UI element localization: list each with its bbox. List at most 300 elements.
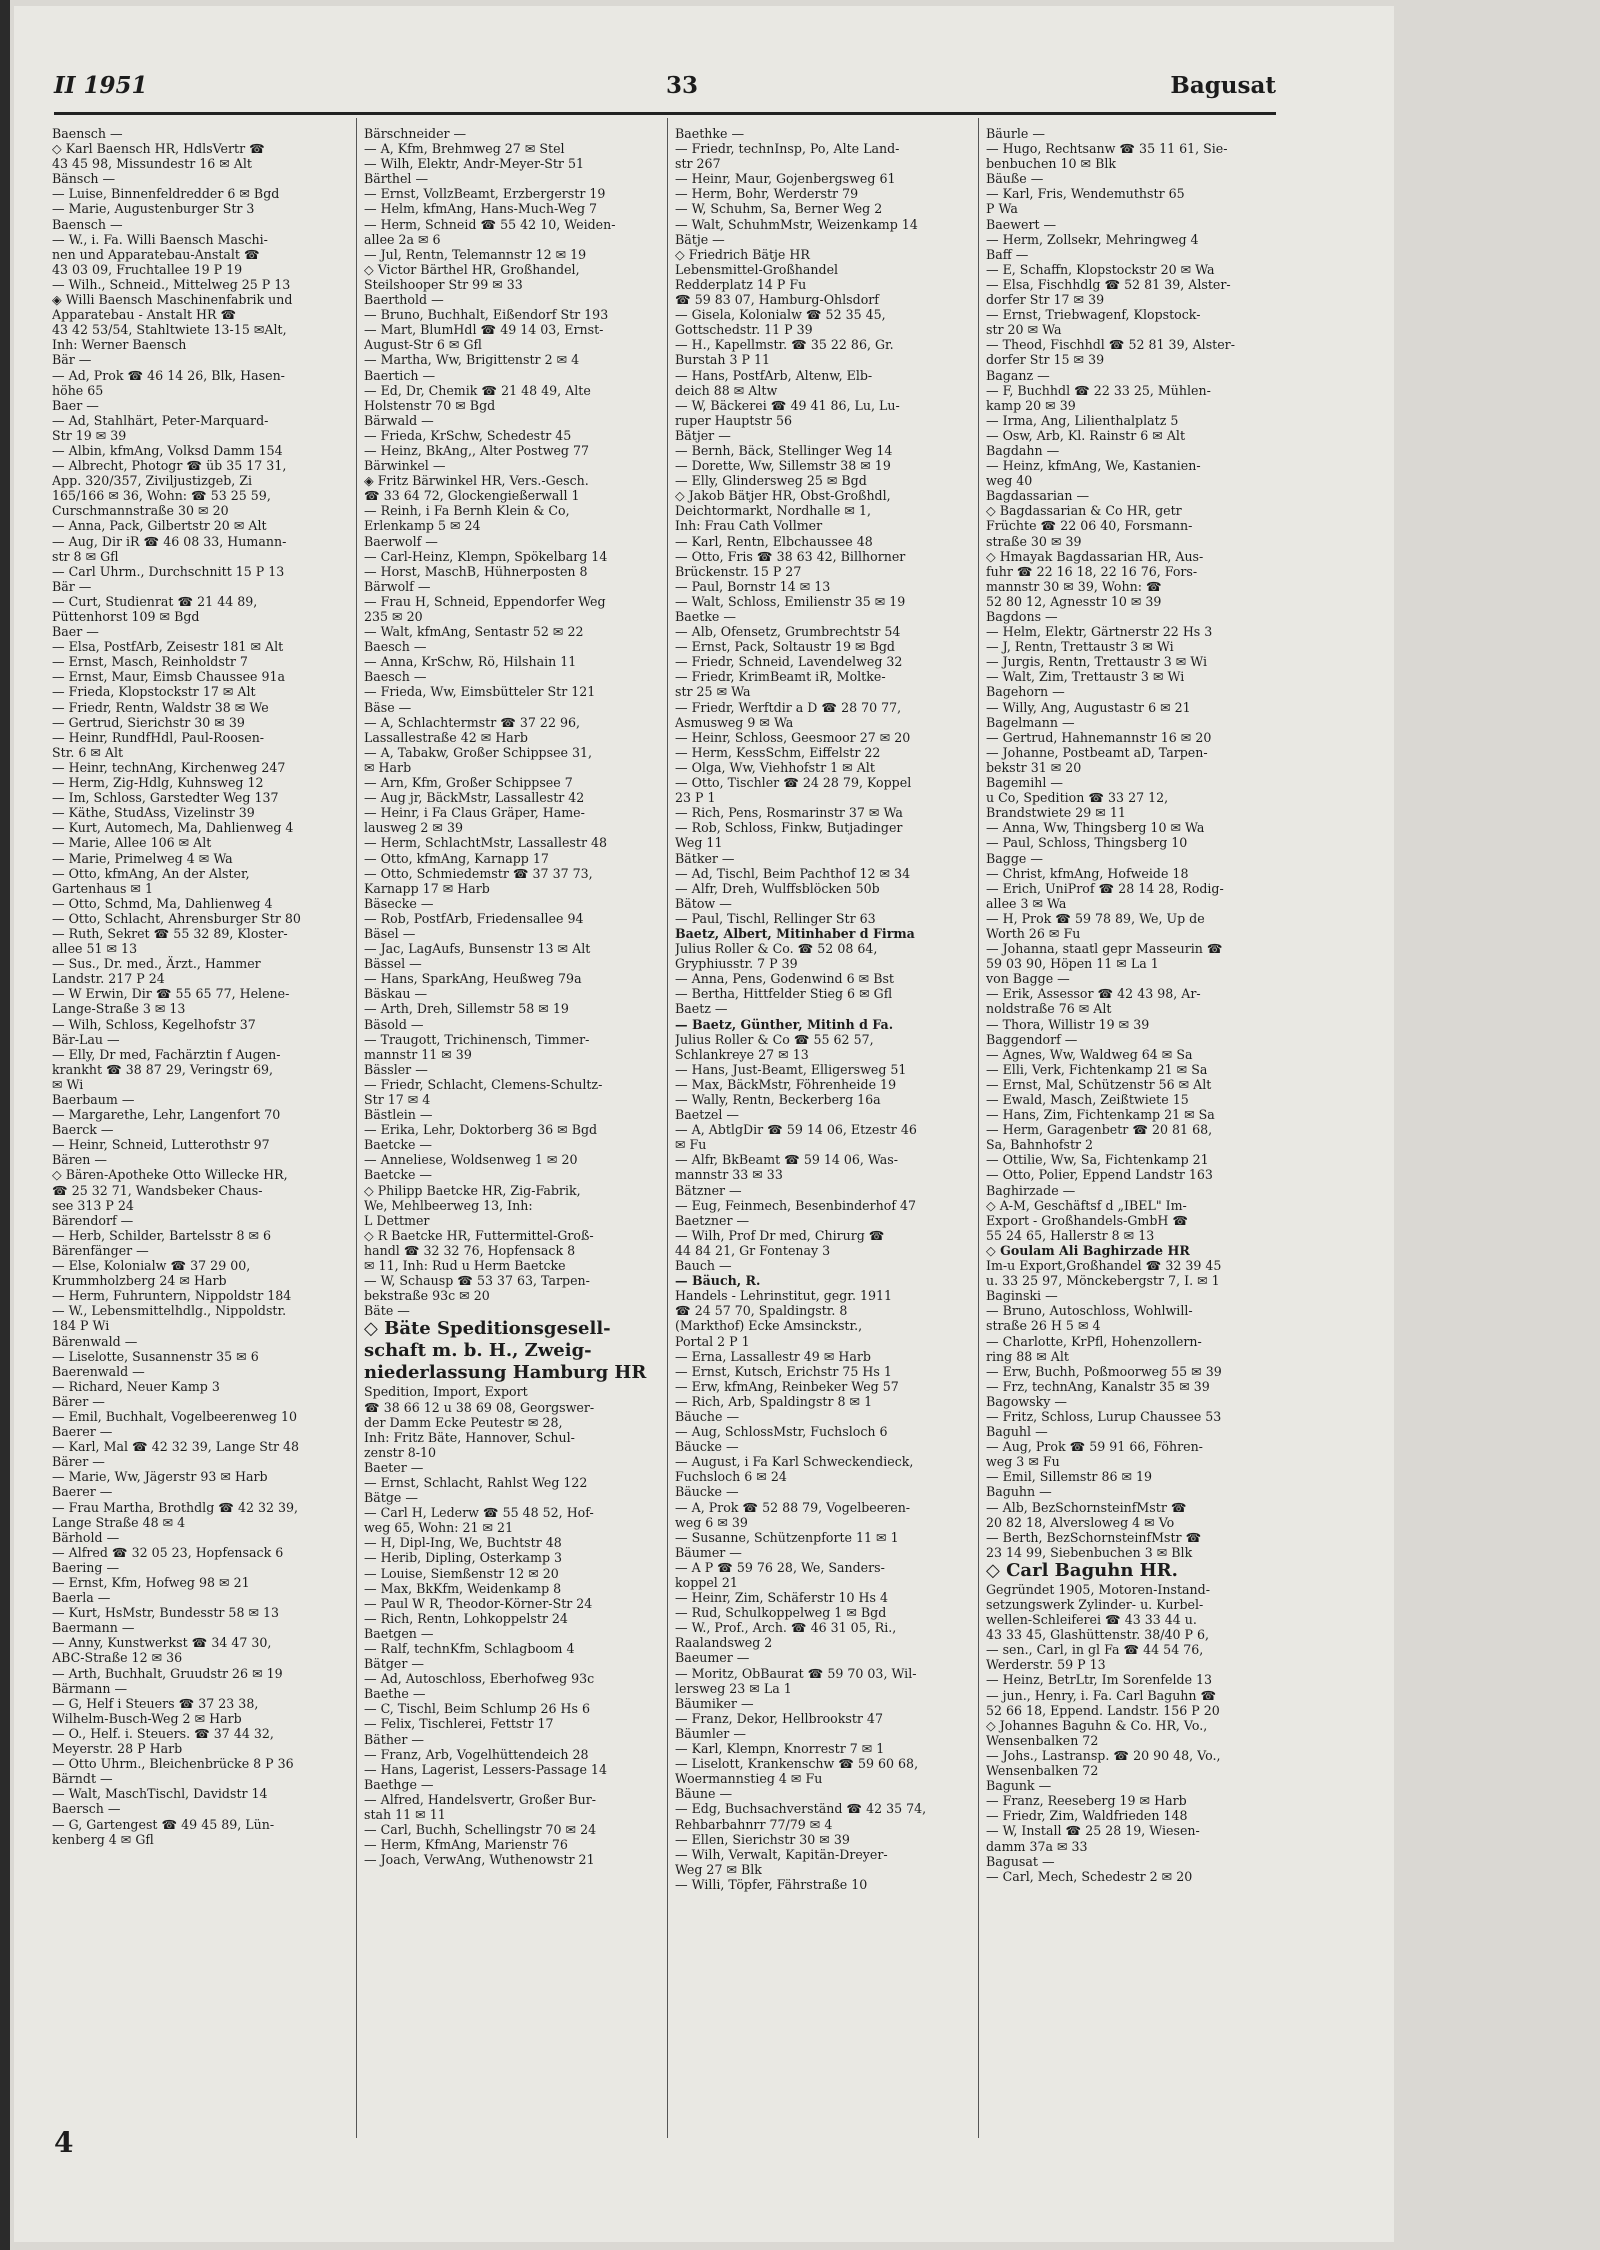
directory-line: Bäumer — xyxy=(675,1544,742,1560)
directory-line: — Frieda, Ww, Eimsbütteler Str 121 xyxy=(364,684,596,700)
directory-line: — Otto Uhrm., Bleichenbrücke 8 P 36 xyxy=(52,1756,294,1772)
directory-line: — E, Schaffn, Klopstockstr 20 ✉ Wa xyxy=(986,261,1215,277)
directory-line: str 267 xyxy=(675,156,721,172)
directory-line: We, Mehlbeerweg 13, Inh: xyxy=(364,1197,533,1213)
directory-line: Gartenhaus ✉ 1 xyxy=(52,880,153,896)
directory-line: Bagdassarian — xyxy=(986,488,1090,504)
directory-line: Baetcke — xyxy=(364,1137,433,1153)
directory-line: Bäsold — xyxy=(364,1016,424,1032)
directory-line: Burstah 3 P 11 xyxy=(675,352,771,368)
directory-line: 165/166 ✉ 36, Wohn: ☎ 53 25 59, xyxy=(52,488,271,504)
directory-line: — W., Prof., Arch. ☎ 46 31 05, Ri., xyxy=(675,1620,897,1636)
directory-line: ✉ 11, Inh: Rud u Herm Baetcke xyxy=(364,1258,566,1274)
directory-line: — Rob, PostfArb, Friedensallee 94 xyxy=(364,910,584,926)
directory-line: damm 37a ✉ 33 xyxy=(986,1838,1088,1854)
directory-line: Baerenwald — xyxy=(52,1363,145,1379)
directory-line: — Thora, Willistr 19 ✉ 39 xyxy=(986,1016,1150,1032)
directory-line: — Bernh, Bäck, Stellinger Weg 14 xyxy=(675,442,893,458)
directory-line: Baersch — xyxy=(52,1801,121,1817)
directory-line: Baensch — xyxy=(52,216,123,232)
directory-line: — Arth, Dreh, Sillemstr 58 ✉ 19 xyxy=(364,1001,569,1017)
directory-line: — sen., Carl, in gl Fa ☎ 44 54 76, xyxy=(986,1642,1204,1658)
directory-column-1 xyxy=(52,126,352,2136)
directory-line: noldstraße 76 ✉ Alt xyxy=(986,1001,1112,1017)
directory-line: — J, Rentn, Trettaustr 3 ✉ Wi xyxy=(986,639,1174,655)
directory-line: — Wally, Rentn, Beckerberg 16a xyxy=(675,1092,881,1107)
directory-line: — Joach, VerwAng, Wuthenowstr 21 xyxy=(364,1852,595,1868)
directory-line: — Moritz, ObBaurat ☎ 59 70 03, Wil- xyxy=(675,1665,917,1681)
running-head: Bagusat xyxy=(1170,72,1276,99)
directory-line: Bärwinkel — xyxy=(364,458,446,474)
directory-line: — Walt, SchuhmMstr, Weizenkamp 14 xyxy=(675,216,918,232)
directory-line: Handels - Lehrinstitut, gegr. 1911 xyxy=(675,1288,893,1304)
directory-line: Inh: Fritz Bäte, Hannover, Schul- xyxy=(364,1429,575,1445)
directory-line: ◈ Willi Baensch Maschinenfabrik und xyxy=(52,292,293,308)
directory-line: — Helm, Elektr, Gärtnerstr 22 Hs 3 xyxy=(986,624,1213,640)
directory-line: — Ad, Tischl, Beim Pachthof 12 ✉ 34 xyxy=(675,865,911,881)
directory-line: Lassallestraße 42 ✉ Harb xyxy=(364,729,528,745)
directory-line: — Im, Schloss, Garstedter Weg 137 xyxy=(52,790,279,806)
directory-line: Baerthold — xyxy=(364,292,444,308)
directory-line: — Käthe, StudAss, Vizelinstr 39 xyxy=(52,805,255,821)
page-number: 33 xyxy=(666,72,699,99)
directory-line: — Friedr, Schneid, Lavendelweg 32 xyxy=(675,654,903,670)
directory-line: — Liselotte, Susannenstr 35 ✉ 6 xyxy=(52,1348,259,1364)
directory-line: — Herm, Bohr, Werderstr 79 xyxy=(675,186,859,202)
directory-line: Baertich — xyxy=(364,367,436,383)
directory-line: — H., Kapellmstr. ☎ 35 22 86, Gr. xyxy=(675,337,894,353)
directory-line: 43 45 98, Missundestr 16 ✉ Alt xyxy=(52,156,252,172)
directory-line: str 20 ✉ Wa xyxy=(986,322,1062,338)
directory-line: — Marie, Ww, Jägerstr 93 ✉ Harb xyxy=(52,1469,268,1485)
directory-line: — Herm, SchlachtMstr, Lassallestr 48 xyxy=(364,835,608,851)
directory-line: mannstr 33 ✉ 33 xyxy=(675,1167,783,1183)
directory-line: Baer — xyxy=(52,624,99,640)
directory-line: Bagehorn — xyxy=(986,684,1065,700)
directory-line: — Herm, Schneid ☎ 55 42 10, Weiden- xyxy=(364,216,616,232)
directory-line: — Alb, BezSchornsteinfMstr ☎ xyxy=(986,1499,1187,1515)
directory-line: Brückenstr. 15 P 27 xyxy=(675,563,802,579)
directory-line: Bagge — xyxy=(986,850,1043,866)
directory-line: — Otto, Schlacht, Ahrensburger Str 80 xyxy=(52,910,301,926)
directory-line: Str 19 ✉ 39 xyxy=(52,427,127,443)
directory-line: Bäurle — xyxy=(986,126,1045,141)
directory-line: — Heinz, kfmAng, We, Kastanien- xyxy=(986,458,1201,474)
directory-line: lersweg 23 ✉ La 1 xyxy=(675,1680,792,1696)
directory-line: — Anneliese, Woldsenweg 1 ✉ 20 xyxy=(364,1152,578,1168)
directory-line: setzungswerk Zylinder- u. Kurbel- xyxy=(986,1597,1204,1612)
directory-line: — G, Gartengest ☎ 49 45 89, Lün- xyxy=(52,1816,275,1832)
column-rule xyxy=(356,118,357,2138)
directory-line: — Friedr, Rentn, Waldstr 38 ✉ We xyxy=(52,699,269,715)
directory-line: — Arth, Buchhalt, Gruudstr 26 ✉ 19 xyxy=(52,1665,283,1681)
directory-line: — Ralf, technKfm, Schlagboom 4 xyxy=(364,1641,575,1656)
directory-line: Baff — xyxy=(986,246,1029,262)
directory-line: — Wilh, Prof Dr med, Chirurg ☎ xyxy=(675,1227,885,1243)
directory-line: ◇ Bäte Speditionsgesell- xyxy=(364,1318,611,1340)
directory-line: — Else, Kolonialw ☎ 37 29 00, xyxy=(52,1258,251,1274)
directory-line: kamp 20 ✉ 39 xyxy=(986,397,1076,413)
directory-line: — Kurt, Automech, Ma, Dahlienweg 4 xyxy=(52,820,294,836)
directory-line: — Anna, Ww, Thingsberg 10 ✉ Wa xyxy=(986,820,1205,836)
directory-line: — Felix, Tischlerei, Fettstr 17 xyxy=(364,1716,554,1732)
directory-line: Bärer — xyxy=(52,1454,105,1470)
directory-line: — W., Lebensmittelhdlg., Nippoldstr. xyxy=(52,1303,287,1319)
directory-line: see 313 P 24 xyxy=(52,1197,134,1213)
directory-line: — Otto, Fris ☎ 38 63 42, Billhorner xyxy=(675,548,906,564)
directory-line: — Bruno, Buchhalt, Eißendorf Str 193 xyxy=(364,307,609,323)
directory-line: — Jurgis, Rentn, Trettaustr 3 ✉ Wi xyxy=(986,654,1208,670)
directory-line: — Heinr, RundfHdl, Paul-Roosen- xyxy=(52,729,265,745)
directory-line: Bärhold — xyxy=(52,1529,120,1545)
directory-line: — Ernst, Pack, Soltaustr 19 ✉ Bgd xyxy=(675,639,895,655)
directory-line: 52 80 12, Agnesstr 10 ✉ 39 xyxy=(986,593,1162,609)
directory-line: 184 P Wi xyxy=(52,1318,110,1334)
directory-line: ◇ Philipp Baetcke HR, Zig-Fabrik, xyxy=(364,1182,581,1198)
directory-line: — Ellen, Sierichstr 30 ✉ 39 xyxy=(675,1831,850,1847)
directory-line: Baerer — xyxy=(52,1484,113,1500)
directory-line: wellen-Schleiferei ☎ 43 33 44 u. xyxy=(986,1612,1197,1628)
directory-line: ◇ Victor Bärthel HR, Großhandel, xyxy=(364,261,580,277)
directory-line: — Karl, Fris, Wendemuthstr 65 xyxy=(986,186,1185,202)
directory-line: 23 P 1 xyxy=(675,790,716,806)
directory-line: — Erik, Assessor ☎ 42 43 98, Ar- xyxy=(986,986,1201,1002)
directory-column-3 xyxy=(675,126,975,2136)
directory-line: Baerwolf — xyxy=(364,533,438,549)
directory-line: handl ☎ 32 32 76, Hopfensack 8 xyxy=(364,1242,576,1258)
directory-line: — W Erwin, Dir ☎ 55 65 77, Helene- xyxy=(52,986,290,1002)
directory-line: — Elli, Verk, Fichtenkamp 21 ✉ Sa xyxy=(986,1061,1208,1077)
directory-line: — Franz, Dekor, Hellbrookstr 47 xyxy=(675,1710,883,1726)
directory-line: kenberg 4 ✉ Gfl xyxy=(52,1831,154,1847)
directory-line: Bagusat — xyxy=(986,1853,1055,1869)
directory-line: ☎ 59 83 07, Hamburg-Ohlsdorf xyxy=(675,292,879,308)
directory-line: — Johanna, staatl gepr Masseurin ☎ xyxy=(986,941,1223,957)
directory-line: — Alfred, Handelsvertr, Großer Bur- xyxy=(364,1791,597,1807)
directory-line: str 8 ✉ Gfl xyxy=(52,548,119,564)
directory-line: Baguhn — xyxy=(986,1484,1052,1500)
directory-line: Bästlein — xyxy=(364,1107,433,1123)
directory-line: — Otto, kfmAng, An der Alster, xyxy=(52,865,250,881)
directory-line: Bagdons — xyxy=(986,609,1058,624)
directory-line: Weg 11 xyxy=(675,835,723,851)
directory-line: Bär — xyxy=(52,578,92,594)
directory-line: allee 51 ✉ 13 xyxy=(52,941,138,957)
directory-line: — Ad, Stahlhärt, Peter-Marquard- xyxy=(52,412,269,428)
directory-line: — Margarethe, Lehr, Langenfort 70 xyxy=(52,1107,281,1123)
directory-line: Bärwolf — xyxy=(364,578,431,594)
directory-line: Werderstr. 59 P 13 xyxy=(986,1657,1106,1673)
directory-line: Baginski — xyxy=(986,1288,1058,1304)
directory-line: Portal 2 P 1 xyxy=(675,1333,750,1349)
directory-line: 23 14 99, Siebenbuchen 3 ✉ Blk xyxy=(986,1544,1193,1560)
directory-line: Krummholzberg 24 ✉ Harb xyxy=(52,1273,227,1289)
directory-line: — Baetz, Günther, Mitinh d Fa. xyxy=(675,1016,894,1032)
directory-line: Bärwald — xyxy=(364,412,434,428)
directory-line: u. 33 25 97, Mönckebergstr 7, I. ✉ 1 xyxy=(986,1273,1220,1289)
directory-line: Bäsecke — xyxy=(364,895,434,911)
directory-line: — Bruno, Autoschloss, Wohlwill- xyxy=(986,1303,1193,1319)
directory-line: Bäumiker — xyxy=(675,1695,754,1711)
directory-line: straße 30 ✉ 39 xyxy=(986,533,1082,549)
directory-line: — Ernst, Kfm, Hofweg 98 ✉ 21 xyxy=(52,1575,250,1590)
directory-line: — August, i Fa Karl Schweckendieck, xyxy=(675,1454,914,1470)
directory-line: Bätker — xyxy=(675,850,735,866)
directory-line: Apparatebau - Anstalt HR ☎ xyxy=(52,307,237,323)
directory-line: Gegründet 1905, Motoren-Instand- xyxy=(986,1581,1210,1597)
directory-line: — Marie, Allee 106 ✉ Alt xyxy=(52,835,212,851)
directory-line: Baerer — xyxy=(52,1424,113,1440)
directory-line: 52 66 18, Eppend. Landstr. 156 P 20 xyxy=(986,1702,1220,1718)
directory-line: — Karl, Klempn, Knorrestr 7 ✉ 1 xyxy=(675,1741,885,1757)
directory-line: — Jul, Rentn, Telemannstr 12 ✉ 19 xyxy=(364,246,587,262)
directory-line: — Otto, kfmAng, Karnapp 17 xyxy=(364,850,549,866)
directory-line: mannstr 11 ✉ 39 xyxy=(364,1046,472,1062)
directory-line: Bäucke — xyxy=(675,1484,739,1500)
directory-line: Bänsch — xyxy=(52,171,116,187)
directory-line: koppel 21 xyxy=(675,1575,738,1590)
directory-line: — Traugott, Trichinensch, Timmer- xyxy=(364,1031,590,1047)
directory-line: — Erich, UniProf ☎ 28 14 28, Rodig- xyxy=(986,880,1224,896)
directory-line: App. 320/357, Ziviljustizgeb, Zi xyxy=(52,473,253,489)
directory-line: ◈ Fritz Bärwinkel HR, Vers.-Gesch. xyxy=(364,473,589,489)
directory-line: bekstr 31 ✉ 20 xyxy=(986,759,1082,775)
directory-line: benbuchen 10 ✉ Blk xyxy=(986,156,1117,172)
directory-line: ◇ A-M, Geschäftsf d „IBEL" Im- xyxy=(986,1197,1187,1213)
directory-line: Str. 6 ✉ Alt xyxy=(52,744,124,760)
directory-line: Rehbarbahnrr 77/79 ✉ 4 xyxy=(675,1816,833,1832)
directory-line: — Hans, SparkAng, Heußweg 79a xyxy=(364,971,582,987)
directory-line: — A, AbtlgDir ☎ 59 14 06, Etzestr 46 xyxy=(675,1122,917,1138)
directory-line: Raalandsweg 2 xyxy=(675,1635,773,1651)
directory-line: — Irma, Ang, Lilienthalplatz 5 xyxy=(986,412,1179,428)
directory-line: — Emil, Buchhalt, Vogelbeerenweg 10 xyxy=(52,1408,297,1424)
directory-line: — Wilh, Verwalt, Kapitän-Dreyer- xyxy=(675,1846,888,1862)
directory-line: dorfer Str 15 ✉ 39 xyxy=(986,352,1105,368)
directory-line: Baerla — xyxy=(52,1590,111,1606)
directory-line: — Gertrud, Sierichstr 30 ✉ 39 xyxy=(52,714,245,730)
directory-line: Bäskau — xyxy=(364,986,428,1002)
directory-line: — W., i. Fa. Willi Baensch Maschi- xyxy=(52,231,268,247)
directory-line: Lange-Straße 3 ✉ 13 xyxy=(52,1001,186,1017)
directory-line: — Marie, Augustenburger Str 3 xyxy=(52,201,255,217)
directory-line: weg 3 ✉ Fu xyxy=(986,1454,1060,1470)
directory-line: Gryphiusstr. 7 P 39 xyxy=(675,956,798,972)
directory-line: — Frieda, KrSchw, Schedestr 45 xyxy=(364,427,572,443)
directory-line: — Susanne, Schützenpforte 11 ✉ 1 xyxy=(675,1529,899,1545)
directory-line: Baetcke — xyxy=(364,1167,433,1183)
directory-line: Bärenwald — xyxy=(52,1333,138,1349)
directory-line: — Paul W R, Theodor-Körner-Str 24 xyxy=(364,1595,593,1611)
directory-line: Bäuche — xyxy=(675,1408,740,1424)
directory-line: weg 65, Wohn: 21 ✉ 21 xyxy=(364,1520,514,1536)
directory-line: Bagowsky — xyxy=(986,1393,1067,1409)
directory-line: — Alfr, Dreh, Wulffsblöcken 50b xyxy=(675,880,880,896)
directory-line: Bäsel — xyxy=(364,925,416,941)
directory-line: Curschmannstraße 30 ✉ 20 xyxy=(52,503,229,519)
page-header xyxy=(54,68,1276,115)
directory-line: Redderplatz 14 P Fu xyxy=(675,276,807,292)
directory-line: — Herib, Dipling, Osterkamp 3 xyxy=(364,1550,563,1566)
directory-line: — Carl Uhrm., Durchschnitt 15 P 13 xyxy=(52,563,285,579)
directory-line: — Anna, KrSchw, Rö, Hilshain 11 xyxy=(364,654,577,670)
directory-line: niederlassung Hamburg HR xyxy=(364,1362,647,1384)
directory-line: — Anna, Pack, Gilbertstr 20 ✉ Alt xyxy=(52,518,267,534)
directory-line: — Alfr, BkBeamt ☎ 59 14 06, Was- xyxy=(675,1152,898,1168)
directory-line: — H, Prok ☎ 59 78 89, We, Up de xyxy=(986,910,1205,926)
directory-line: — Max, BäckMstr, Föhrenheide 19 xyxy=(675,1076,897,1092)
directory-line: str 25 ✉ Wa xyxy=(675,684,751,700)
directory-line: August-Str 6 ✉ Gfl xyxy=(364,337,482,353)
directory-line: — Karl, Mal ☎ 42 32 39, Lange Str 48 xyxy=(52,1439,300,1455)
directory-line: — Curt, Studienrat ☎ 21 44 89, xyxy=(52,593,258,609)
directory-line: — Ernst, Mal, Schützenstr 56 ✉ Alt xyxy=(986,1076,1212,1092)
directory-line: ◇ Jakob Bätjer HR, Obst-Großhdl, xyxy=(675,488,891,504)
directory-line: — Ottilie, Ww, Sa, Fichtenkamp 21 xyxy=(986,1152,1209,1168)
directory-line: — Ewald, Masch, Zeißtwiete 15 xyxy=(986,1092,1189,1107)
directory-line: — Frau Martha, Brothdlg ☎ 42 32 39, xyxy=(52,1499,299,1515)
directory-column-2 xyxy=(364,126,664,2136)
directory-line: — Theod, Fischhdl ☎ 52 81 39, Alster- xyxy=(986,337,1235,353)
directory-line: Bagunk — xyxy=(986,1778,1052,1794)
directory-line: — Dorette, Ww, Sillemstr 38 ✉ 19 xyxy=(675,458,891,474)
directory-line: zenstr 8-10 xyxy=(364,1444,437,1460)
directory-line: Baganz — xyxy=(986,367,1050,383)
directory-line: — Herm, Zollsekr, Mehringweg 4 xyxy=(986,231,1199,247)
book-spine xyxy=(0,0,10,2250)
directory-line: Bagdahn — xyxy=(986,442,1060,458)
directory-line: Püttenhorst 109 ✉ Bgd xyxy=(52,609,200,624)
directory-line: Bätow — xyxy=(675,895,732,911)
directory-line: Bärer — xyxy=(52,1393,105,1409)
directory-line: Lange Straße 48 ✉ 4 xyxy=(52,1514,186,1530)
directory-line: Sa, Bahnhofstr 2 xyxy=(986,1137,1094,1153)
directory-line: Bässel — xyxy=(364,956,422,972)
directory-line: Bässler — xyxy=(364,1061,428,1077)
directory-line: — Emil, Sillemstr 86 ✉ 19 xyxy=(986,1469,1153,1485)
column-rule xyxy=(978,118,979,2138)
directory-line: — Agnes, Ww, Waldweg 64 ✉ Sa xyxy=(986,1046,1193,1062)
directory-line: Inh: Werner Baensch xyxy=(52,337,187,353)
directory-line: — Herm, KfmAng, Marienstr 76 xyxy=(364,1837,568,1853)
directory-line: — Carl-Heinz, Klempn, Spökelbarg 14 xyxy=(364,548,608,564)
directory-line: — Anny, Kunstwerkst ☎ 34 47 30, xyxy=(52,1635,272,1651)
directory-line: — Heinz, BetrLtr, Im Sorenfelde 13 xyxy=(986,1672,1213,1688)
directory-line: — Hugo, Rechtsanw ☎ 35 11 61, Sie- xyxy=(986,141,1228,157)
directory-line: krankht ☎ 38 87 29, Veringstr 69, xyxy=(52,1061,274,1077)
directory-line: — Walt, kfmAng, Sentastr 52 ✉ 22 xyxy=(364,624,584,640)
directory-line: — Ed, Dr, Chemik ☎ 21 48 49, Alte xyxy=(364,382,591,398)
directory-line: ◇ Goulam Ali Baghirzade HR xyxy=(986,1242,1190,1258)
directory-line: Baethge — xyxy=(364,1776,434,1792)
directory-line: — Max, BkKfm, Weidenkamp 8 xyxy=(364,1580,562,1596)
directory-line: Bären — xyxy=(52,1152,107,1168)
directory-line: — Heinz, BkAng,, Alter Postweg 77 xyxy=(364,442,590,458)
directory-line: Asmusweg 9 ✉ Wa xyxy=(675,714,794,730)
directory-line: — Elsa, Fischhdlg ☎ 52 81 39, Alster- xyxy=(986,276,1231,292)
directory-line: weg 6 ✉ 39 xyxy=(675,1514,748,1530)
directory-line: — Rud, Schulkoppelweg 1 ✉ Bgd xyxy=(675,1605,887,1621)
directory-line: Bärendorf — xyxy=(52,1212,134,1228)
directory-line: — Otto, Polier, Eppend Landstr 163 xyxy=(986,1167,1213,1183)
directory-line: — Aug, Prok ☎ 59 91 66, Föhren- xyxy=(986,1439,1203,1455)
directory-line: — Herm, KessSchm, Eiffelstr 22 xyxy=(675,744,881,760)
directory-line: — Heinr, technAng, Kirchenweg 247 xyxy=(52,759,286,775)
directory-line: — Rich, Arb, Spaldingstr 8 ✉ 1 xyxy=(675,1393,873,1409)
directory-line: 59 03 90, Höpen 11 ✉ La 1 xyxy=(986,956,1159,972)
directory-line: — A, Kfm, Brehmweg 27 ✉ Stel xyxy=(364,141,565,157)
directory-line: Baetgen — xyxy=(364,1625,434,1641)
directory-line: fuhr ☎ 22 16 18, 22 16 76, Fors- xyxy=(986,563,1198,579)
directory-line: Bärenfänger — xyxy=(52,1242,149,1258)
directory-line: mannstr 30 ✉ 39, Wohn: ☎ xyxy=(986,578,1162,594)
directory-line: ruper Hauptstr 56 xyxy=(675,412,792,428)
directory-line: — F, Buchhdl ☎ 22 33 25, Mühlen- xyxy=(986,382,1211,398)
directory-line: Baesch — xyxy=(364,669,427,685)
directory-line: stah 11 ✉ 11 xyxy=(364,1807,446,1823)
directory-line: — Berth, BezSchornsteinfMstr ☎ xyxy=(986,1529,1202,1545)
directory-line: — A, Prok ☎ 52 88 79, Vogelbeeren- xyxy=(675,1499,911,1515)
directory-line: — Ernst, Masch, Reinholdstr 7 xyxy=(52,654,248,670)
directory-line: — Friedr, Schlacht, Clemens-Schultz- xyxy=(364,1076,603,1092)
directory-line: — Hans, Just-Beamt, Elligersweg 51 xyxy=(675,1061,907,1077)
directory-line: allee 3 ✉ Wa xyxy=(986,895,1067,911)
directory-line: — Heinr, Maur, Gojenbergsweg 61 xyxy=(675,171,896,187)
directory-line: 44 84 21, Gr Fontenay 3 xyxy=(675,1242,831,1258)
directory-line: Bärthel — xyxy=(364,171,429,187)
directory-line: Bär-Lau — xyxy=(52,1031,120,1047)
directory-line: — A P ☎ 59 76 28, We, Sanders- xyxy=(675,1559,885,1575)
directory-line: nen und Apparatebau-Anstalt ☎ xyxy=(52,246,260,262)
directory-line: — W, Install ☎ 25 28 19, Wiesen- xyxy=(986,1823,1200,1839)
directory-line: — Heinr, Schneid, Lutterothstr 97 xyxy=(52,1137,270,1153)
directory-line: ring 88 ✉ Alt xyxy=(986,1348,1069,1364)
directory-line: — Otto, Schmiedemstr ☎ 37 37 73, xyxy=(364,865,593,881)
directory-line: Baering — xyxy=(52,1559,120,1575)
directory-line: der Damm Ecke Peutestr ✉ 28, xyxy=(364,1414,563,1430)
directory-line: Baetzel — xyxy=(675,1107,739,1123)
directory-line: — G, Helf i Steuers ☎ 37 23 38, xyxy=(52,1695,259,1711)
directory-line: Erlenkamp 5 ✉ 24 xyxy=(364,518,481,534)
directory-line: — Walt, Zim, Trettaustr 3 ✉ Wi xyxy=(986,669,1185,685)
directory-line: Brandstwiete 29 ✉ 11 xyxy=(986,805,1126,821)
directory-line: — Friedr, Zim, Waldfrieden 148 xyxy=(986,1808,1188,1824)
directory-line: — Rob, Schloss, Finkw, Butjadinger xyxy=(675,820,903,836)
directory-line: — Fritz, Schloss, Lurup Chaussee 53 xyxy=(986,1408,1222,1424)
directory-line: — Erw, Buchh, Poßmoorweg 55 ✉ 39 xyxy=(986,1363,1222,1379)
directory-line: — Herm, Garagenbetr ☎ 20 81 68, xyxy=(986,1122,1213,1138)
directory-line: Bärschneider — xyxy=(364,126,467,141)
directory-line: Fuchsloch 6 ✉ 24 xyxy=(675,1469,787,1485)
directory-line: — Ernst, VollzBeamt, Erzbergerstr 19 xyxy=(364,186,606,202)
directory-line: ☎ 38 66 12 u 38 69 08, Georgswer- xyxy=(364,1399,595,1415)
directory-line: Baesch — xyxy=(364,639,427,655)
directory-line: — Heinr, Zim, Schäferstr 10 Hs 4 xyxy=(675,1590,889,1606)
volume-year: II 1951 xyxy=(54,72,148,99)
directory-line: ✉ Fu xyxy=(675,1137,707,1153)
directory-line: Export - Großhandels-GmbH ☎ xyxy=(986,1212,1189,1228)
directory-line: Baggendorf — xyxy=(986,1031,1078,1047)
directory-line: — Wilh, Schloss, Kegelhofstr 37 xyxy=(52,1016,256,1032)
directory-line: straße 26 H 5 ✉ 4 xyxy=(986,1318,1101,1334)
directory-line: — Frz, technAng, Kanalstr 35 ✉ 39 xyxy=(986,1378,1210,1394)
directory-line: Bätje — xyxy=(675,231,725,247)
directory-line: Karnapp 17 ✉ Harb xyxy=(364,880,490,896)
directory-line: Holstenstr 70 ✉ Bgd xyxy=(364,397,496,413)
directory-line: ◇ R Baetcke HR, Futtermittel-Groß- xyxy=(364,1227,594,1243)
directory-line: — Friedr, Werftdir a D ☎ 28 70 77, xyxy=(675,699,902,715)
directory-line: Landstr. 217 P 24 xyxy=(52,971,165,987)
